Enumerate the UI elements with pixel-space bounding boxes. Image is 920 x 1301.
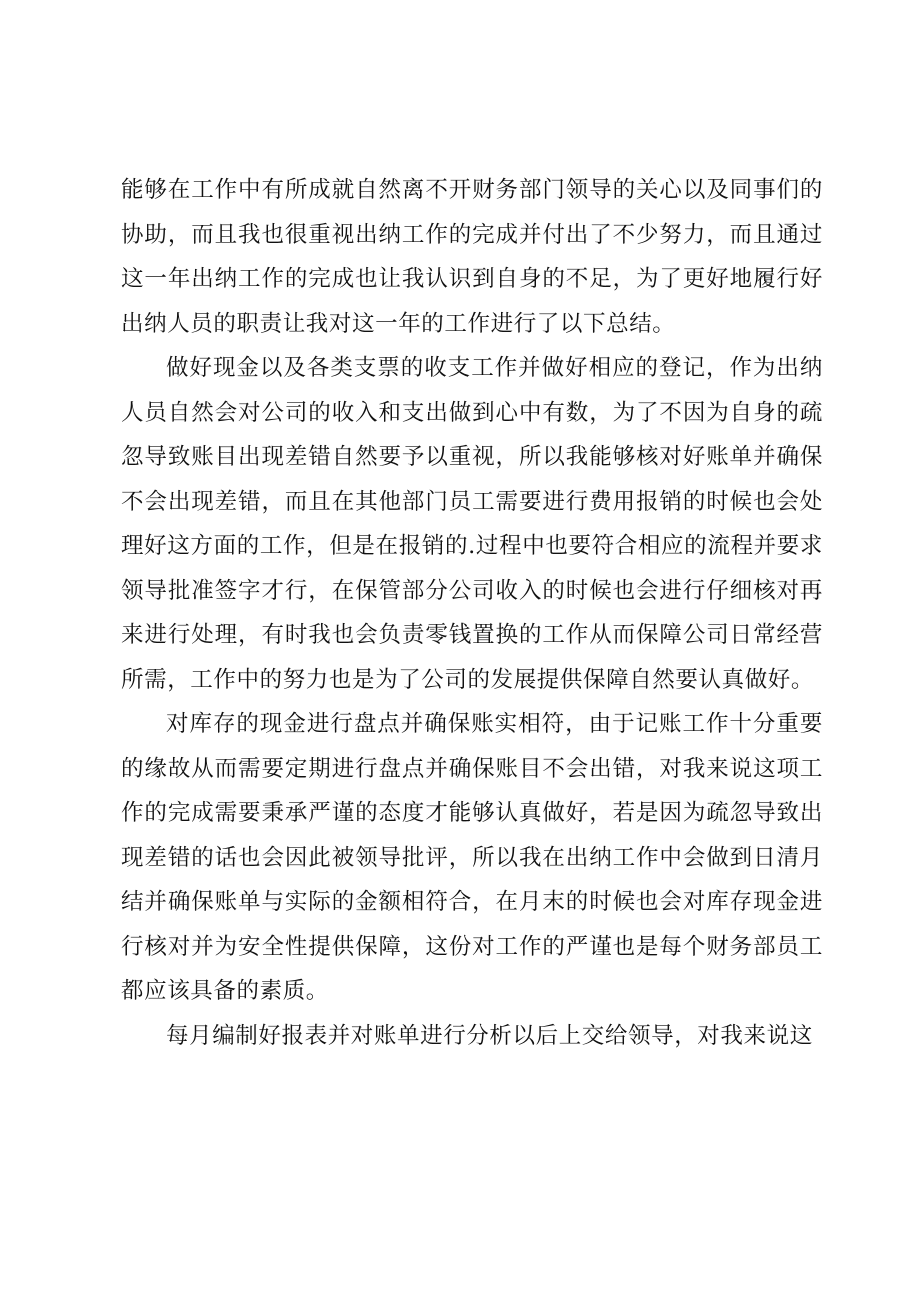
paragraph-4: 每月编制好报表并对账单进行分析以后上交给领导，对我来说这 (166, 1022, 813, 1049)
paragraph-3: 对库存的现金进行盘点并确保账实相符，由于记账工作十分重要的缘故从而需要定期进行盘点并确保账目不会出错，对我来说这项工作的完成需要秉承严谨的态度才能够认真做好，若是因为疏忽导致出现差错的话也会因此被领导批评，所以我在出纳工作中会做到日清月结并确保账单与实际的金额相符合，在月末的时候也会对库存现金进行核对并为安全性提供保障，这份对工作的严谨也是每个财务部员工都应该具备的素质。 (121, 711, 823, 1004)
paragraph-1: 能够在工作中有所成就自然离不开财务部门领导的关心以及同事们的协助，而且我也很重视出纳工作的完成并付出了不少努力，而且通过这一年出纳工作的完成也让我认识到自身的不足，为了更好地履行好出纳人员的职责让我对这一年的工作进行了以下总结。 (121, 177, 823, 337)
paragraph-2: 做好现金以及各类支票的收支工作并做好相应的登记，作为出纳人员自然会对公司的收入和支出做到心中有数，为了不因为自身的疏忽导致账目出现差错自然要予以重视，所以我能够核对好账单并确保不会出现差错，而且在其他部门员工需要进行费用报销的时候也会处理好这方面的工作，但是在报销的.过程中也要符合相应的流程并要求领导批准签字才行，在保管部分公司收入的时候也会进行仔细核对再来进行处理，有时我也会负责零钱置换的工作从而保障公司日常经营所需，工作中的努力也是为了公司的发展提供保障自然要认真做好。 (121, 355, 823, 693)
document-body (121, 168, 823, 1058)
